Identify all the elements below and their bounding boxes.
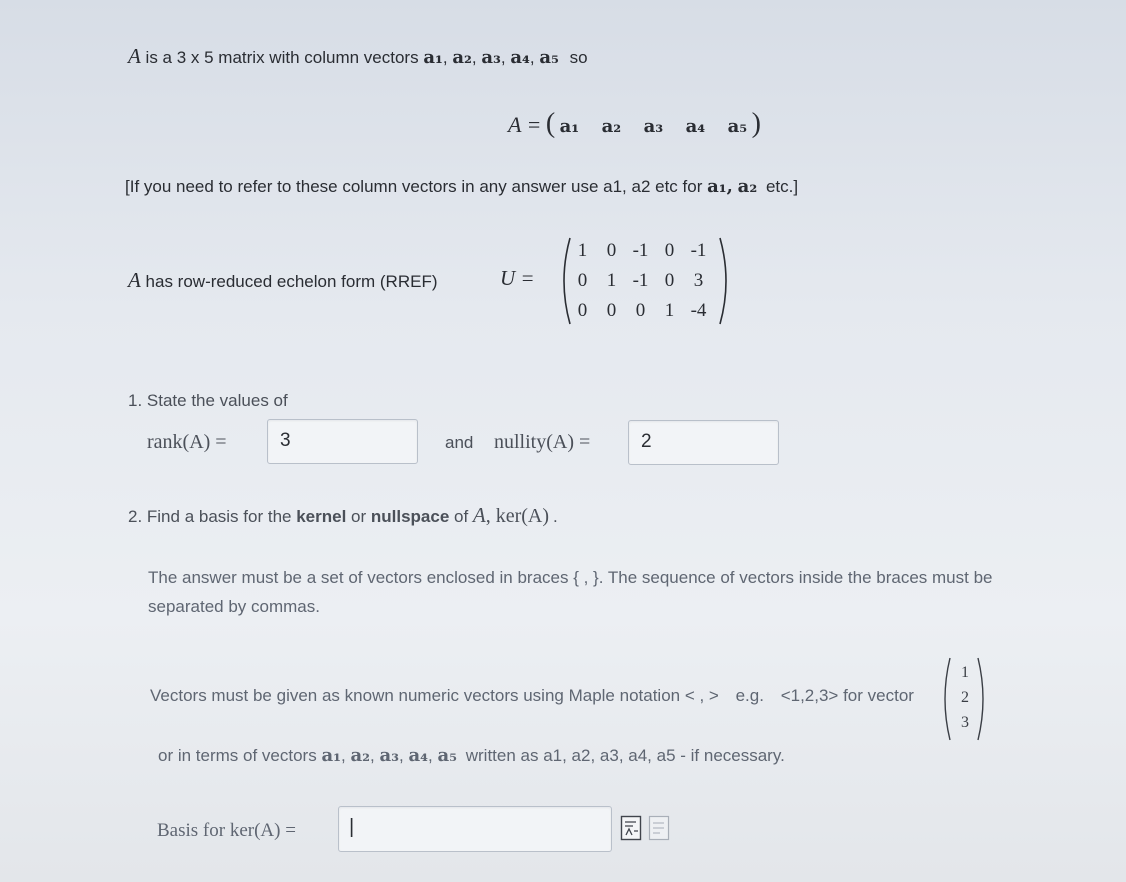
- matrix-cell: 1: [606, 270, 617, 291]
- q2-dot: .: [553, 507, 558, 526]
- basis-label: Basis for ker(A) =: [157, 820, 296, 841]
- refer-note: [125, 176, 798, 197]
- q2-or: or: [346, 507, 371, 526]
- nullity-label: nullity(A) =: [494, 431, 591, 453]
- vector-a2: a₂: [452, 47, 472, 68]
- q2-kera: , ker(A): [485, 505, 550, 527]
- basis-input[interactable]: [338, 806, 612, 852]
- equation-col-a1: a₁: [559, 116, 580, 137]
- or-terms-text: or in terms of vectors: [158, 746, 317, 765]
- equation-close-paren: ): [751, 108, 761, 139]
- matrix-right-paren: [718, 236, 734, 326]
- rank-label: rank(A) =: [147, 431, 227, 453]
- instructions-line2: separated by commas.: [148, 597, 320, 616]
- matrix-u: [568, 240, 713, 322]
- u-label: U =: [500, 266, 535, 290]
- matrix-cell: 0: [635, 300, 646, 321]
- q2-a-symbol: A: [472, 503, 486, 527]
- terms-instruction: or in terms of vectors a₁, a₂, a₃, a₄, a₅ written as a1, a2, a3, a4, a5 - if necessary.: [158, 745, 785, 766]
- preview-icon[interactable]: [648, 815, 670, 841]
- rref-label: [128, 268, 438, 293]
- matrix-a-symbol: A: [128, 44, 141, 68]
- q2-title: [128, 503, 558, 528]
- and-label: and: [445, 433, 474, 452]
- equation-lhs: A =: [508, 112, 542, 137]
- q2-nullspace: nullspace: [370, 507, 450, 526]
- example-text: <1,2,3> for vector: [780, 686, 914, 705]
- equation-col-a2: a₂: [601, 116, 622, 137]
- equation-col-a5: a₅: [727, 116, 748, 137]
- equation-col-a4: a₄: [685, 116, 706, 137]
- matrix-cell: 0: [664, 270, 675, 291]
- q2-of: of: [449, 507, 473, 526]
- matrix-cell: 3: [693, 270, 704, 291]
- terms-a2: a₂: [350, 745, 370, 766]
- terms-a3: a₃: [379, 745, 399, 766]
- rref-text: has row-reduced echelon form (RREF): [140, 272, 438, 291]
- terms-a4: a₄: [408, 745, 428, 766]
- vector-a4: a₄: [510, 47, 530, 68]
- vector-a5: a₅: [539, 47, 559, 68]
- intro-line: A is a 3 x 5 matrix with column vectors a₁, a₂, a₃, a₄, a₅ so: [128, 44, 588, 68]
- refer-note-a2: a₂: [737, 176, 758, 197]
- nullity-value: 2: [641, 431, 652, 452]
- matrix-cell: 0: [577, 270, 588, 291]
- rank-input[interactable]: [267, 419, 418, 464]
- matrix-cell: 0: [606, 300, 617, 321]
- eg-text: e.g.: [735, 686, 764, 705]
- matrix-cell: 0: [577, 300, 588, 321]
- basis-cursor: |: [349, 816, 355, 838]
- matrix-cell: 1: [577, 240, 588, 261]
- refer-note-a1: a₁,: [707, 176, 733, 197]
- written-text: written as a1, a2, a3, a4, a5 - if necessary.: [465, 746, 785, 765]
- matrix-cell: -1: [632, 270, 649, 291]
- matrix-cell: 0: [606, 240, 617, 261]
- matrix-cell: -4: [690, 300, 707, 321]
- terms-a1: a₁: [321, 745, 341, 766]
- q2-pre: 2. Find a basis for the: [128, 507, 297, 526]
- example-left-paren: [938, 656, 952, 742]
- vector-a3: a₃: [481, 47, 501, 68]
- intro-so: so: [569, 48, 588, 67]
- matrix-cell: 1: [664, 300, 675, 321]
- matrix-equation: [508, 108, 761, 140]
- maple-instruction: [150, 686, 914, 706]
- example-vector-entry: 3: [961, 714, 969, 731]
- equation-col-a3: a₃: [643, 116, 664, 137]
- q2-kernel: kernel: [296, 507, 347, 526]
- matrix-cell: 0: [664, 240, 675, 261]
- matrix-cell: -1: [632, 240, 649, 261]
- maple-text: Vectors must be given as known numeric vectors using Maple notation < , >: [150, 686, 719, 705]
- matrix-cell: -1: [690, 240, 707, 261]
- vector-a1: a₁: [423, 47, 443, 68]
- refer-note-tail: etc.]: [765, 177, 799, 196]
- example-vector-entry: 1: [961, 664, 969, 681]
- rank-value: 3: [280, 430, 291, 451]
- equation-open-paren: (: [545, 108, 556, 139]
- rref-a-symbol: A: [128, 268, 141, 292]
- instructions-line1: The answer must be a set of vectors enclosed in braces { , }. The sequence of vectors inside the braces must be: [148, 568, 993, 587]
- refer-note-text: [If you need to refer to these column vectors in any answer use a1, a2 etc for: [125, 177, 703, 196]
- nullity-input[interactable]: [628, 420, 779, 465]
- q1-title: 1. State the values of: [128, 391, 288, 410]
- example-vector-entry: 2: [961, 689, 969, 706]
- example-vector: [955, 660, 975, 735]
- intro-text: is a 3 x 5 matrix with column vectors: [140, 48, 424, 67]
- terms-a5: a₅: [437, 745, 457, 766]
- equation-editor-icon[interactable]: [620, 815, 642, 841]
- example-right-paren: [976, 656, 990, 742]
